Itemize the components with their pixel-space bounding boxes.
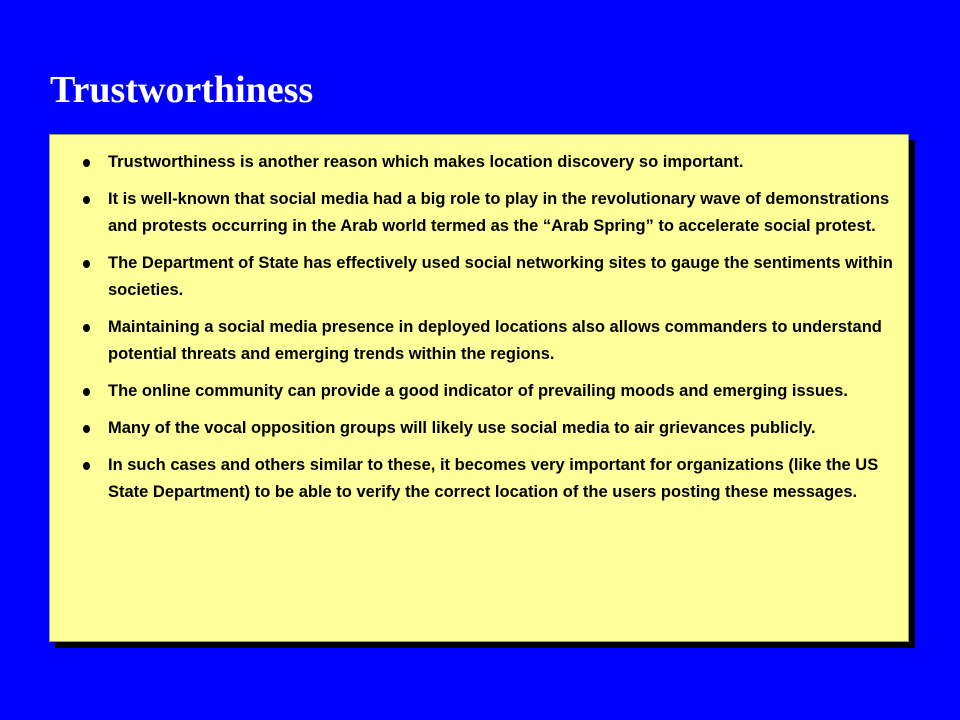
- bullet-text: Many of the vocal opposition groups will likely use social media to air grievances publicly.: [108, 419, 816, 437]
- bullet-item: [50, 314, 894, 368]
- bullet-list: [50, 135, 908, 506]
- bullet-text: Trustworthiness is another reason which makes location discovery so important.: [108, 153, 744, 171]
- bullet-dot-icon: [83, 159, 90, 167]
- content-box: [49, 134, 909, 642]
- bullet-text: In such cases and others similar to these, it becomes very important for organizations (like the US State Department) to be able to verify the correct location of the users posting these messages.: [108, 456, 879, 501]
- bullet-dot-icon: [83, 462, 90, 470]
- bullet-item: [50, 149, 894, 176]
- bullet-text: Maintaining a social media presence in deployed locations also allows commanders to understand potential threats and emerging trends within the regions.: [108, 318, 882, 363]
- bullet-dot-icon: [83, 196, 90, 204]
- bullet-text: The Department of State has effectively used social networking sites to gauge the sentiments within societies.: [108, 254, 893, 299]
- bullet-text: It is well-known that social media had a big role to play in the revolutionary wave of demonstrations and protests occurring in the Arab world termed as the “Arab Spring” to accelerate social protest.: [108, 190, 890, 235]
- bullet-text: The online community can provide a good indicator of prevailing moods and emerging issues.: [108, 382, 848, 400]
- bullet-dot-icon: [83, 425, 90, 433]
- bullet-dot-icon: [83, 324, 90, 332]
- bullet-item: [50, 250, 894, 304]
- bullet-item: [50, 186, 894, 240]
- bullet-item: [50, 378, 894, 405]
- bullet-item: [50, 415, 894, 442]
- slide-title: Trustworthiness: [50, 69, 314, 111]
- bullet-dot-icon: [83, 388, 90, 396]
- bullet-item: [50, 452, 894, 506]
- bullet-dot-icon: [83, 260, 90, 268]
